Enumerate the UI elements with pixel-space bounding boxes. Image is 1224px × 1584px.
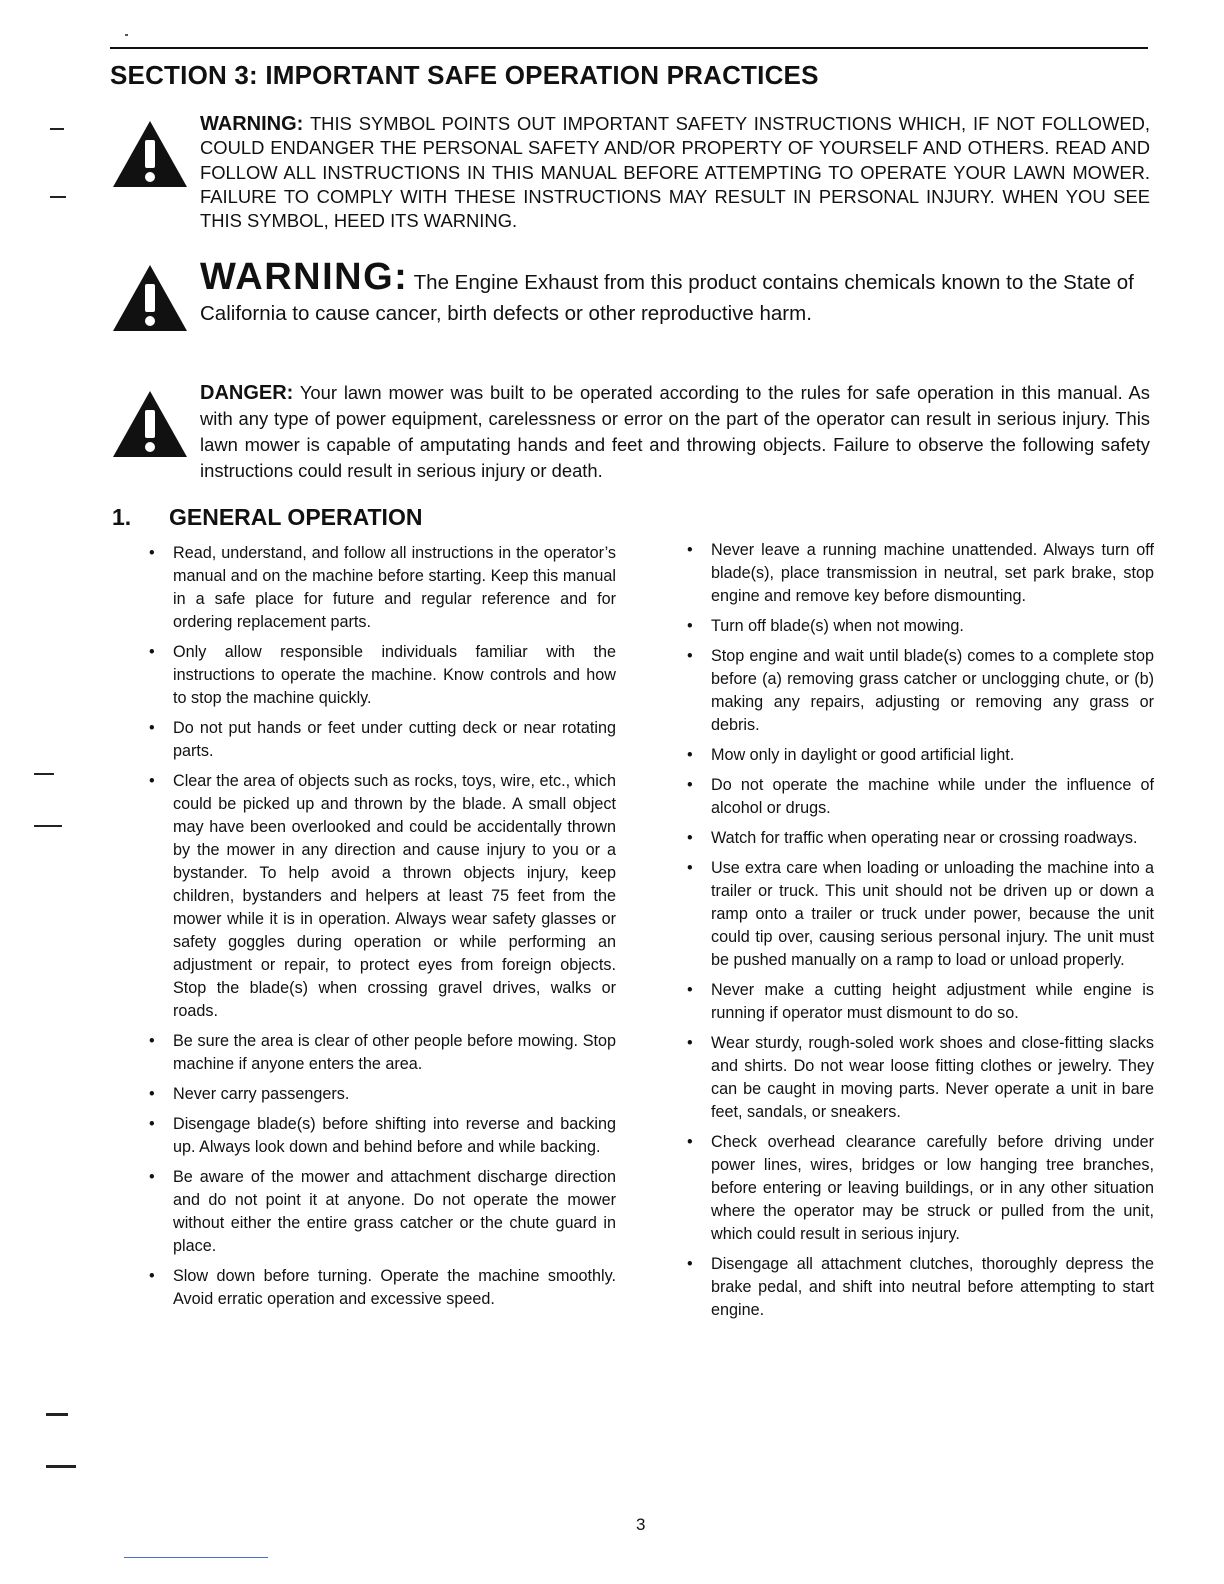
list-item-text: Never leave a running machine unattended. Always turn off blade(s), place transmission in neutral, set park brake, stop engine and remove key before dismounting.	[711, 541, 1154, 605]
general-operation-heading	[112, 504, 422, 531]
warning-label: WARNING:	[200, 113, 304, 135]
warning-body: THIS SYMBOL POINTS OUT IMPORTANT SAFETY INSTRUCTIONS WHICH, IF NOT FOLLOWED, COULD ENDANGER THE PERSONAL SAFETY AND/OR PROPERTY OF YOURSELF AND OTHERS. READ AND FOLLOW ALL INSTRUCTIONS IN THIS MANUAL BEFORE ATTEMPTING TO OPERATE YOUR LAWN MOWER. FAILURE TO COMPLY WITH THESE INSTRUCTIONS MAY RESULT IN PERSONAL INJURY. WHEN YOU SEE THIS SYMBOL, HEED ITS WARNING.	[200, 113, 1150, 232]
danger-text	[200, 380, 1150, 484]
list-item-text: Be sure the area is clear of other people before mowing. Stop machine if anyone enters the area.	[173, 1032, 616, 1073]
safety-symbol-text	[200, 112, 1150, 233]
bullet: •	[687, 617, 693, 635]
list-item-text: Be aware of the mower and attachment discharge direction and do not point it at anyone. Do not operate the mower without either the entire grass catcher or the chute guard in place.	[173, 1168, 616, 1255]
list-item-text: Turn off blade(s) when not mowing.	[711, 617, 964, 635]
list-item	[148, 1265, 616, 1311]
list-item-text: Never make a cutting height adjustment while engine is running if operator must dismount to do so.	[711, 981, 1154, 1022]
right-column-list	[686, 539, 1154, 1329]
bullet: •	[687, 1133, 693, 1151]
list-item	[686, 1131, 1154, 1246]
list-item-text: Wear sturdy, rough-soled work shoes and close-fitting slacks and shirts. Do not wear loose fitting clothes or jewelry. They can be caught in moving parts. Never operate a unit in bare feet, sandals, or sneakers.	[711, 1034, 1154, 1121]
list-item	[686, 857, 1154, 972]
binding-mark	[46, 1413, 68, 1416]
list-item-text: Use extra care when loading or unloading the machine into a trailer or truck. This unit should not be driven up or down a ramp onto a trailer or truck under power, because the unit could tip over, causing serious personal injury. The unit must be pushed manually on a ramp to load or unload properly.	[711, 859, 1154, 969]
bullet: •	[149, 772, 155, 790]
warning-body: The Engine Exhaust from this product contains chemicals known to the State of California to cause cancer, birth defects or other reproductive harm.	[200, 271, 1134, 325]
list-item	[148, 542, 616, 634]
list-item	[148, 1083, 616, 1106]
list-item-text: Do not put hands or feet under cutting deck or near rotating parts.	[173, 719, 616, 760]
bullet: •	[149, 1032, 155, 1050]
list-item-text: Do not operate the machine while under the influence of alcohol or drugs.	[711, 776, 1154, 817]
bottom-underline	[124, 1557, 268, 1558]
bullet: •	[687, 776, 693, 794]
list-item-text: Only allow responsible individuals familiar with the instructions to operate the machine. Know controls and how to stop the machine quickly.	[173, 643, 616, 707]
bullet: •	[687, 746, 693, 764]
bullet: •	[149, 544, 155, 562]
warning-triangle-icon	[112, 264, 188, 332]
list-item	[148, 1030, 616, 1076]
bullet: •	[149, 643, 155, 661]
bullet: •	[687, 1255, 693, 1273]
danger-body: Your lawn mower was built to be operated according to the rules for safe operation in this manual. As with any type of power equipment, carelessness or error on the part of the operator can result in serious injury. This lawn mower is capable of amputating hands and feet and throwing objects. Failure to observe the following safety instructions could result in serious injury or death.	[200, 382, 1150, 481]
list-item	[686, 774, 1154, 820]
warning-label: WARNING:	[200, 256, 409, 298]
binding-mark	[50, 196, 66, 198]
warning-triangle-icon	[112, 120, 188, 188]
list-item-text: Watch for traffic when operating near or crossing roadways.	[711, 829, 1138, 847]
list-item-text: Clear the area of objects such as rocks, toys, wire, etc., which could be picked up and thrown by the blade. A small object may have been overlooked and could be accidentally thrown by the mower in any direction and cause injury to you or a bystander. To help avoid a thrown objects injury, keep children, bystanders and helpers at least 75 feet from the mower while it is in operation. Always wear safety glasses or safety goggles during operation or while performing an adjustment or repair, to protect eyes from foreign objects. Stop the blade(s) when crossing gravel drives, walks or roads.	[173, 772, 616, 1020]
binding-mark	[34, 773, 54, 775]
bullet: •	[687, 1034, 693, 1052]
bullet: •	[149, 1267, 155, 1285]
page-number: 3	[636, 1515, 646, 1534]
list-item	[148, 770, 616, 1023]
bullet: •	[149, 1115, 155, 1133]
list-item-text: Disengage blade(s) before shifting into reverse and backing up. Always look down and behind before and while backing.	[173, 1115, 616, 1156]
list-item	[148, 641, 616, 710]
binding-mark	[50, 128, 64, 130]
list-item-text: Disengage all attachment clutches, thoroughly depress the brake pedal, and shift into neutral before attempting to start engine.	[711, 1255, 1154, 1319]
list-item-text: Mow only in daylight or good artificial light.	[711, 746, 1015, 764]
warning-triangle-icon	[112, 390, 188, 458]
bullet: •	[149, 719, 155, 737]
list-item	[686, 539, 1154, 608]
scan-speck	[125, 34, 128, 36]
list-item	[686, 645, 1154, 737]
list-item	[148, 1113, 616, 1159]
california-warning-text	[200, 256, 1150, 329]
list-item	[686, 615, 1154, 638]
bullet: •	[687, 981, 693, 999]
left-column-list	[148, 542, 616, 1318]
heading-number: 1.	[112, 504, 132, 530]
bullet: •	[687, 859, 693, 877]
bullet: •	[687, 647, 693, 665]
list-item-text: Slow down before turning. Operate the machine smoothly. Avoid erratic operation and excessive speed.	[173, 1267, 616, 1308]
list-item	[148, 1166, 616, 1258]
bullet: •	[687, 829, 693, 847]
heading-label: GENERAL OPERATION	[169, 504, 423, 530]
list-item-text: Stop engine and wait until blade(s) comes to a complete stop before (a) removing grass catcher or unclogging chute, or (b) making any repairs, adjusting or removing any grass or debris.	[711, 647, 1154, 734]
binding-mark	[46, 1465, 76, 1468]
binding-mark	[34, 825, 62, 827]
bullet: •	[149, 1085, 155, 1103]
list-item	[686, 827, 1154, 850]
list-item-text: Read, understand, and follow all instructions in the operator’s manual and on the machine before starting. Keep this manual in a safe place for future and regular reference and for ordering replacement parts.	[173, 544, 616, 631]
list-item	[686, 1253, 1154, 1322]
bullet: •	[687, 541, 693, 559]
list-item	[686, 1032, 1154, 1124]
bullet: •	[149, 1168, 155, 1186]
list-item	[686, 744, 1154, 767]
list-item-text: Never carry passengers.	[173, 1085, 350, 1103]
section-title: SECTION 3: IMPORTANT SAFE OPERATION PRACTICES	[110, 60, 819, 90]
list-item	[148, 717, 616, 763]
danger-label: DANGER:	[200, 382, 294, 404]
header-rule	[110, 47, 1148, 49]
list-item-text: Check overhead clearance carefully before driving under power lines, wires, bridges or low hanging tree branches, before entering or leaving buildings, or in any other situation where the operator may be struck or pulled from the unit, which could result in serious injury.	[711, 1133, 1154, 1243]
list-item	[686, 979, 1154, 1025]
